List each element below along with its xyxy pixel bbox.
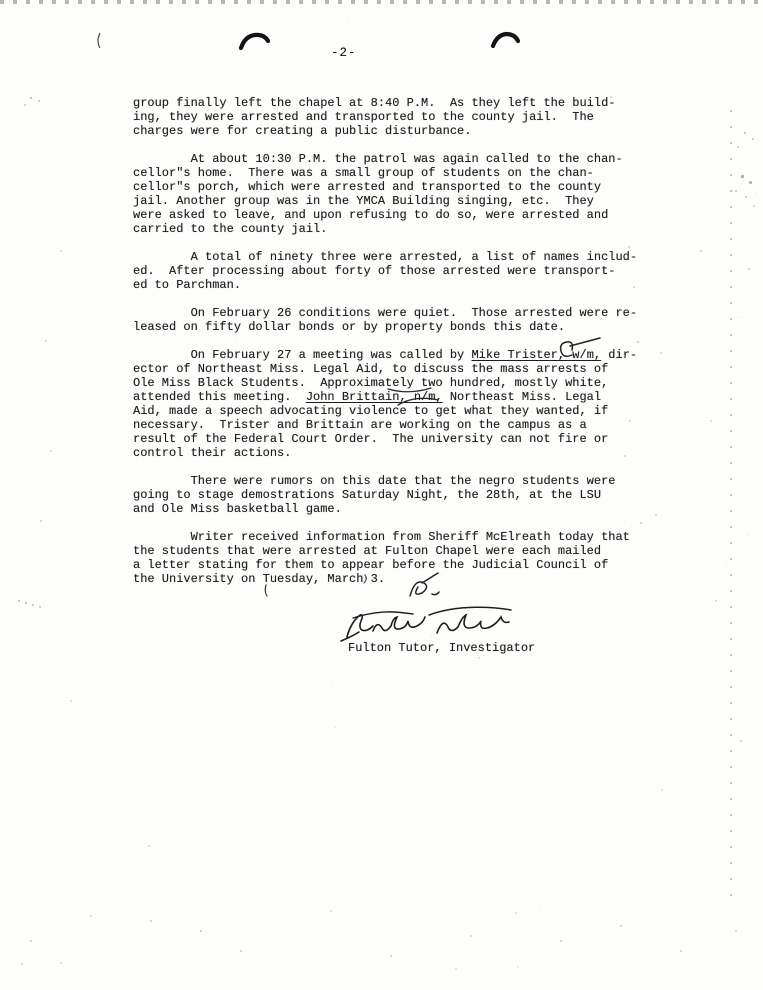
scan-noise-speck <box>455 333 456 334</box>
text-line <box>133 446 653 460</box>
scan-noise-speck <box>50 450 52 452</box>
scan-noise-speck <box>101 789 102 790</box>
text-line <box>133 488 653 502</box>
scan-noise-speck <box>30 97 32 99</box>
scan-noise-speck <box>448 506 449 507</box>
text-line <box>133 348 653 362</box>
typewritten-paragraph <box>133 250 653 292</box>
scan-noise-speck <box>735 930 737 932</box>
scan-noise-speck <box>431 636 432 637</box>
underlined-text: Mike Trister, w/m, <box>471 348 602 362</box>
typewritten-paragraph <box>133 152 653 236</box>
text-line <box>133 390 653 404</box>
scan-noise-speck <box>150 920 152 922</box>
scan-noise-speck <box>45 340 47 342</box>
text-segment: and Ole Miss basketball game. <box>133 502 342 516</box>
text-segment: At about 10:30 P.M. the patrol was again called to the chan- <box>133 152 623 166</box>
scan-noise-speck <box>148 845 150 847</box>
scan-noise-speck <box>655 514 657 516</box>
scan-noise-speck <box>603 233 604 234</box>
text-segment: were asked to leave, and upon refusing to do so, were arrested and <box>133 208 609 222</box>
scan-noise-speck <box>726 562 727 563</box>
scan-noise-speck <box>434 748 435 749</box>
scan-noise-speck <box>610 96 612 98</box>
scan-noise-speck <box>753 205 755 207</box>
scan-noise-speck <box>335 727 336 728</box>
scan-noise-speck <box>38 100 40 102</box>
text-segment: ing, they were arrested and transported to the county jail. The <box>133 110 594 124</box>
scan-noise-speck <box>515 912 517 914</box>
scan-noise-speck <box>745 196 747 198</box>
scan-edge-dots-top <box>0 0 763 4</box>
text-line <box>133 558 653 572</box>
scan-noise-speck <box>560 940 562 942</box>
scan-noise-speck <box>341 908 342 909</box>
text-line <box>133 502 653 516</box>
scan-noise-speck <box>637 341 639 343</box>
scan-noise-speck <box>240 950 242 952</box>
typewritten-paragraph <box>133 474 653 516</box>
text-segment: the University on Tuesday, March 3. <box>133 572 386 586</box>
scan-noise-speck <box>282 48 283 49</box>
scan-noise-speck <box>410 135 412 137</box>
scan-noise-speck <box>60 250 62 252</box>
scan-noise-speck <box>263 383 264 384</box>
text-line <box>133 278 653 292</box>
document-body <box>133 96 653 600</box>
text-line <box>133 418 653 432</box>
scan-noise-speck <box>755 192 756 193</box>
text-segment: carried to the county jail. <box>133 222 328 236</box>
scan-noise-speck <box>167 334 168 335</box>
text-line <box>133 194 653 208</box>
scan-noise-speck <box>40 520 42 522</box>
scan-noise-speck <box>407 820 408 821</box>
text-segment: attended this meeting. <box>133 390 306 404</box>
scan-noise-speck <box>633 286 635 288</box>
text-segment: group finally left the chapel at 8:40 P.M. As they left the build- <box>133 96 616 110</box>
scan-noise-speck <box>620 925 622 927</box>
scan-noise-speck <box>624 455 626 457</box>
scan-noise-speck <box>660 352 662 354</box>
text-segment: There were rumors on this date that the negro students were <box>133 474 616 488</box>
text-segment: A total of ninety three were arrested, a list of names includ- <box>133 250 638 264</box>
scan-noise-speck <box>70 700 72 702</box>
text-segment: necessary. Trister and Brittain are working on the campus as a <box>133 418 587 432</box>
text-segment: the students that were arrested at Fulton Chapel were each mailed <box>133 544 602 558</box>
scan-noise-speck <box>90 915 92 917</box>
text-segment: charges were for creating a public disturbance. <box>133 124 472 138</box>
scan-noise-speck <box>241 601 242 602</box>
text-line <box>133 208 653 222</box>
scan-noise-speck <box>737 146 739 148</box>
text-segment: On February 26 conditions were quiet. Those arrested were re- <box>133 306 638 320</box>
scan-noise-speck <box>540 908 541 909</box>
text-segment: Writer received information from Sheriff McElreath today that <box>133 530 630 544</box>
text-line <box>133 544 653 558</box>
text-line <box>133 572 653 586</box>
scan-noise-speck <box>711 482 712 483</box>
scan-noise-speck <box>32 604 34 606</box>
scan-noise-speck <box>146 320 147 321</box>
scan-noise-speck <box>30 940 32 942</box>
scan-noise-speck <box>21 963 23 965</box>
scan-noise-speck <box>640 522 642 524</box>
text-line <box>133 222 653 236</box>
text-segment: leased on fifty dollar bonds or by property bonds this date. <box>133 320 566 334</box>
scan-noise-speck <box>397 109 399 111</box>
text-line <box>133 152 653 166</box>
scan-noise-speck <box>748 534 749 535</box>
scan-noise-speck <box>750 198 751 199</box>
text-segment: ed to Parchman. <box>133 278 242 292</box>
text-line <box>133 320 653 334</box>
page-number: -2- <box>331 46 357 60</box>
scan-noise-speck <box>700 250 702 252</box>
text-line <box>133 250 653 264</box>
scan-noise-speck <box>236 339 237 340</box>
text-segment: Northeast Miss. Legal <box>442 390 602 404</box>
scan-noise-speck <box>225 384 226 385</box>
scan-noise-speck <box>628 246 630 248</box>
scan-noise-speck <box>683 443 684 444</box>
scan-noise-speck <box>661 789 663 791</box>
text-line <box>133 96 653 110</box>
text-segment: result of the Federal Court Order. The university can not fire or <box>133 432 609 446</box>
scan-noise-speck <box>612 103 613 104</box>
text-segment: cellor"s porch, which were arrested and transported to the county <box>133 180 602 194</box>
text-segment: control their actions. <box>133 446 292 460</box>
scan-noise-speck <box>288 198 290 200</box>
scan-noise-speck <box>356 433 358 435</box>
scan-noise-speck <box>735 190 737 192</box>
scan-noise-speck <box>741 317 742 318</box>
scan-noise-speck <box>470 935 472 937</box>
scan-noise-speck <box>564 545 566 547</box>
scan-noise-speck <box>39 606 41 608</box>
scan-noise-speck <box>360 442 361 443</box>
scan-noise-speck <box>348 19 349 20</box>
scan-noise-speck <box>390 955 392 957</box>
scan-noise-speck <box>572 155 573 156</box>
scan-noise-speck <box>331 683 332 684</box>
text-segment: a letter stating for them to appear before the Judicial Council of <box>133 558 609 572</box>
scan-noise-speck <box>224 404 225 405</box>
text-line <box>133 180 653 194</box>
scan-crescent-right <box>490 31 522 51</box>
scan-noise-speck <box>485 375 486 376</box>
scan-noise-speck <box>740 740 742 742</box>
text-line <box>133 474 653 488</box>
text-segment: On February 27 a meeting was called by <box>133 348 472 362</box>
scan-noise-speck <box>741 175 744 178</box>
text-segment: cellor"s home. There was a small group of students on the chan- <box>133 166 594 180</box>
text-segment: jail. Another group was in the YMCA Building singing, etc. They <box>133 194 594 208</box>
handwritten-signature <box>333 601 518 645</box>
scan-noise-speck <box>287 266 288 267</box>
text-line <box>133 362 653 376</box>
typed-signature-line: Fulton Tutor, Investigator <box>348 641 536 655</box>
text-segment: dir- <box>601 348 638 362</box>
scan-noise-speck <box>278 60 279 61</box>
text-line <box>133 264 653 278</box>
text-line <box>133 306 653 320</box>
text-segment: Ole Miss Black Students. Approximately two hundred, mostly white, <box>133 376 609 390</box>
scan-noise-speck <box>624 521 625 522</box>
typewritten-paragraph <box>133 306 653 334</box>
text-line <box>133 166 653 180</box>
scan-noise-speck <box>596 132 597 133</box>
scan-noise-speck <box>18 600 20 602</box>
scan-noise-speck <box>517 966 519 968</box>
text-line <box>133 530 653 544</box>
scan-noise-speck <box>749 181 752 184</box>
typewritten-paragraph <box>133 96 653 138</box>
scan-noise-speck <box>229 171 231 173</box>
scan-noise-speck <box>748 268 750 270</box>
scan-edge-dots-right <box>730 110 732 910</box>
scan-noise-speck <box>367 633 368 634</box>
scan-noise-speck <box>752 138 754 140</box>
scan-noise-speck <box>584 264 585 265</box>
scan-noise-speck <box>710 420 712 422</box>
scan-noise-speck <box>313 19 314 20</box>
scan-noise-speck <box>385 159 386 160</box>
text-segment: ector of Northeast Miss. Legal Aid, to discuss the mass arrests of <box>133 362 609 376</box>
scan-noise-speck <box>346 326 347 327</box>
scan-crescent-left <box>238 32 272 52</box>
scan-noise-speck <box>200 930 202 932</box>
text-line <box>133 124 653 138</box>
typewritten-paragraph <box>133 530 653 586</box>
text-line <box>133 110 653 124</box>
scan-noise-speck <box>60 962 62 964</box>
text-segment: Aid, made a speech advocating violence to get what they wanted, if <box>133 404 609 418</box>
scan-noise-speck <box>4 513 5 514</box>
typewritten-paragraph <box>133 348 653 460</box>
scan-noise-speck <box>715 600 717 602</box>
scan-noise-speck <box>404 256 405 257</box>
text-line <box>133 404 653 418</box>
scan-noise-speck <box>479 657 480 658</box>
text-segment: ed. After processing about forty of those arrested were transport- <box>133 264 616 278</box>
scan-noise-speck <box>25 602 27 604</box>
scan-noise-speck <box>455 968 457 970</box>
text-line <box>133 432 653 446</box>
scan-noise-speck <box>247 348 248 349</box>
underlined-text: John Brittain, n/m, <box>305 390 443 404</box>
scan-noise-speck <box>629 420 631 422</box>
scan-noise-speck <box>24 104 26 106</box>
text-line <box>133 376 653 390</box>
scan-noise-speck <box>744 132 746 134</box>
text-segment: going to stage demostrations Saturday Night, the 28th, at the LSU <box>133 488 602 502</box>
scan-noise-speck <box>680 950 682 952</box>
scan-stray-mark <box>93 32 103 50</box>
scan-noise-speck <box>330 910 332 912</box>
